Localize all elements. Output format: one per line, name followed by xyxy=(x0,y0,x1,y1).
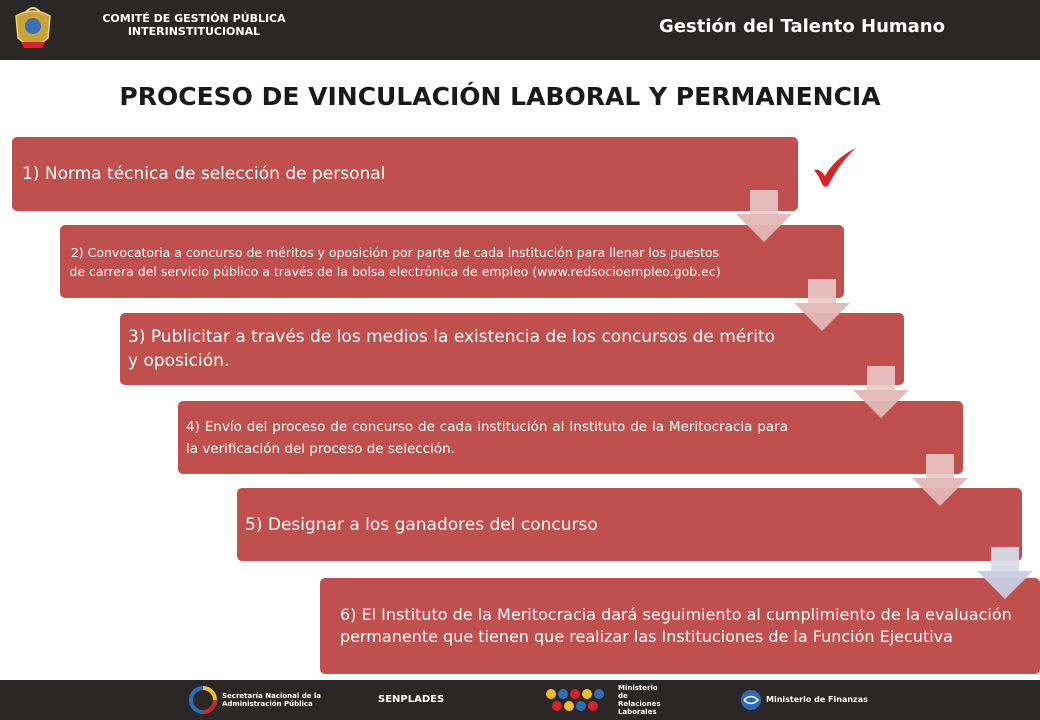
crest-icon xyxy=(12,4,54,54)
dots-logo-icon xyxy=(545,687,615,713)
down-arrow-icon xyxy=(734,188,794,244)
down-arrow-icon xyxy=(910,452,970,508)
step-6-text: 6) El Instituto de la Meritocracia dará seguimiento al cumplimiento de la evaluación permanente que tienen que realizar las Instituciones de la Función Ejecutiva xyxy=(340,605,1012,646)
step-4-text: 4) Envío del proceso de concurso de cada institución al Instituto de la Meritocracia para la verificación del proceso de selección. xyxy=(186,418,788,457)
logo3-line-3: Relaciones xyxy=(618,700,661,708)
step-2 xyxy=(60,225,844,298)
logo3-line-4: Laborales xyxy=(618,708,657,716)
section-title: Gestión del Talento Humano xyxy=(659,16,945,37)
step-3 xyxy=(120,313,904,385)
step-1-text: 1) Norma técnica de selección de personal xyxy=(22,164,386,184)
logo3-line-2: de xyxy=(618,692,628,700)
header-bar xyxy=(0,0,1040,60)
globe-logo-icon xyxy=(740,689,762,711)
step-4 xyxy=(178,401,963,474)
logo-ministerio-relaciones-laborales xyxy=(545,684,661,716)
logo1-line-2: Administración Pública xyxy=(222,700,313,708)
org-line-2: INTERINSTITUCIONAL xyxy=(127,25,261,38)
logo4-text: Ministerio de Finanzas xyxy=(766,695,868,704)
down-arrow-icon xyxy=(851,364,911,420)
logo1-line-1: Secretaría Nacional de la xyxy=(222,692,322,700)
down-arrow-icon xyxy=(792,277,852,333)
logo-ministerio-finanzas xyxy=(740,684,868,716)
logo2-text: SENPLADES xyxy=(378,694,445,705)
step-6 xyxy=(320,578,1040,674)
org-line-1: COMITÉ DE GESTIÓN PÚBLICA xyxy=(102,12,286,25)
step-1 xyxy=(12,137,798,211)
down-arrow-icon xyxy=(975,545,1035,601)
step-5-text: 5) Designar a los ganadores del concurso xyxy=(245,514,598,535)
checkmark-icon xyxy=(810,146,860,190)
logo3-line-1: Ministerio xyxy=(618,684,658,692)
step-5 xyxy=(237,488,1022,561)
step-2-text: 2) Convocatoria a concurso de méritos y oposición por parte de cada institución para llenar los puestos de carrera del servicio público a través de la bolsa electrónica de empleo (www.redsocioempleo.gob.ec) xyxy=(69,244,721,279)
circle-logo-icon xyxy=(188,685,218,715)
logo-secretaria-administracion-publica xyxy=(188,684,321,716)
logo-senplades xyxy=(378,684,444,716)
page-title: PROCESO DE VINCULACIÓN LABORAL Y PERMANENCIA xyxy=(119,82,881,111)
step-3-text: 3) Publicitar a través de los medios la existencia de los concursos de mérito y oposición. xyxy=(128,327,776,371)
footer-bar xyxy=(0,680,1040,720)
organization-name xyxy=(74,12,314,38)
